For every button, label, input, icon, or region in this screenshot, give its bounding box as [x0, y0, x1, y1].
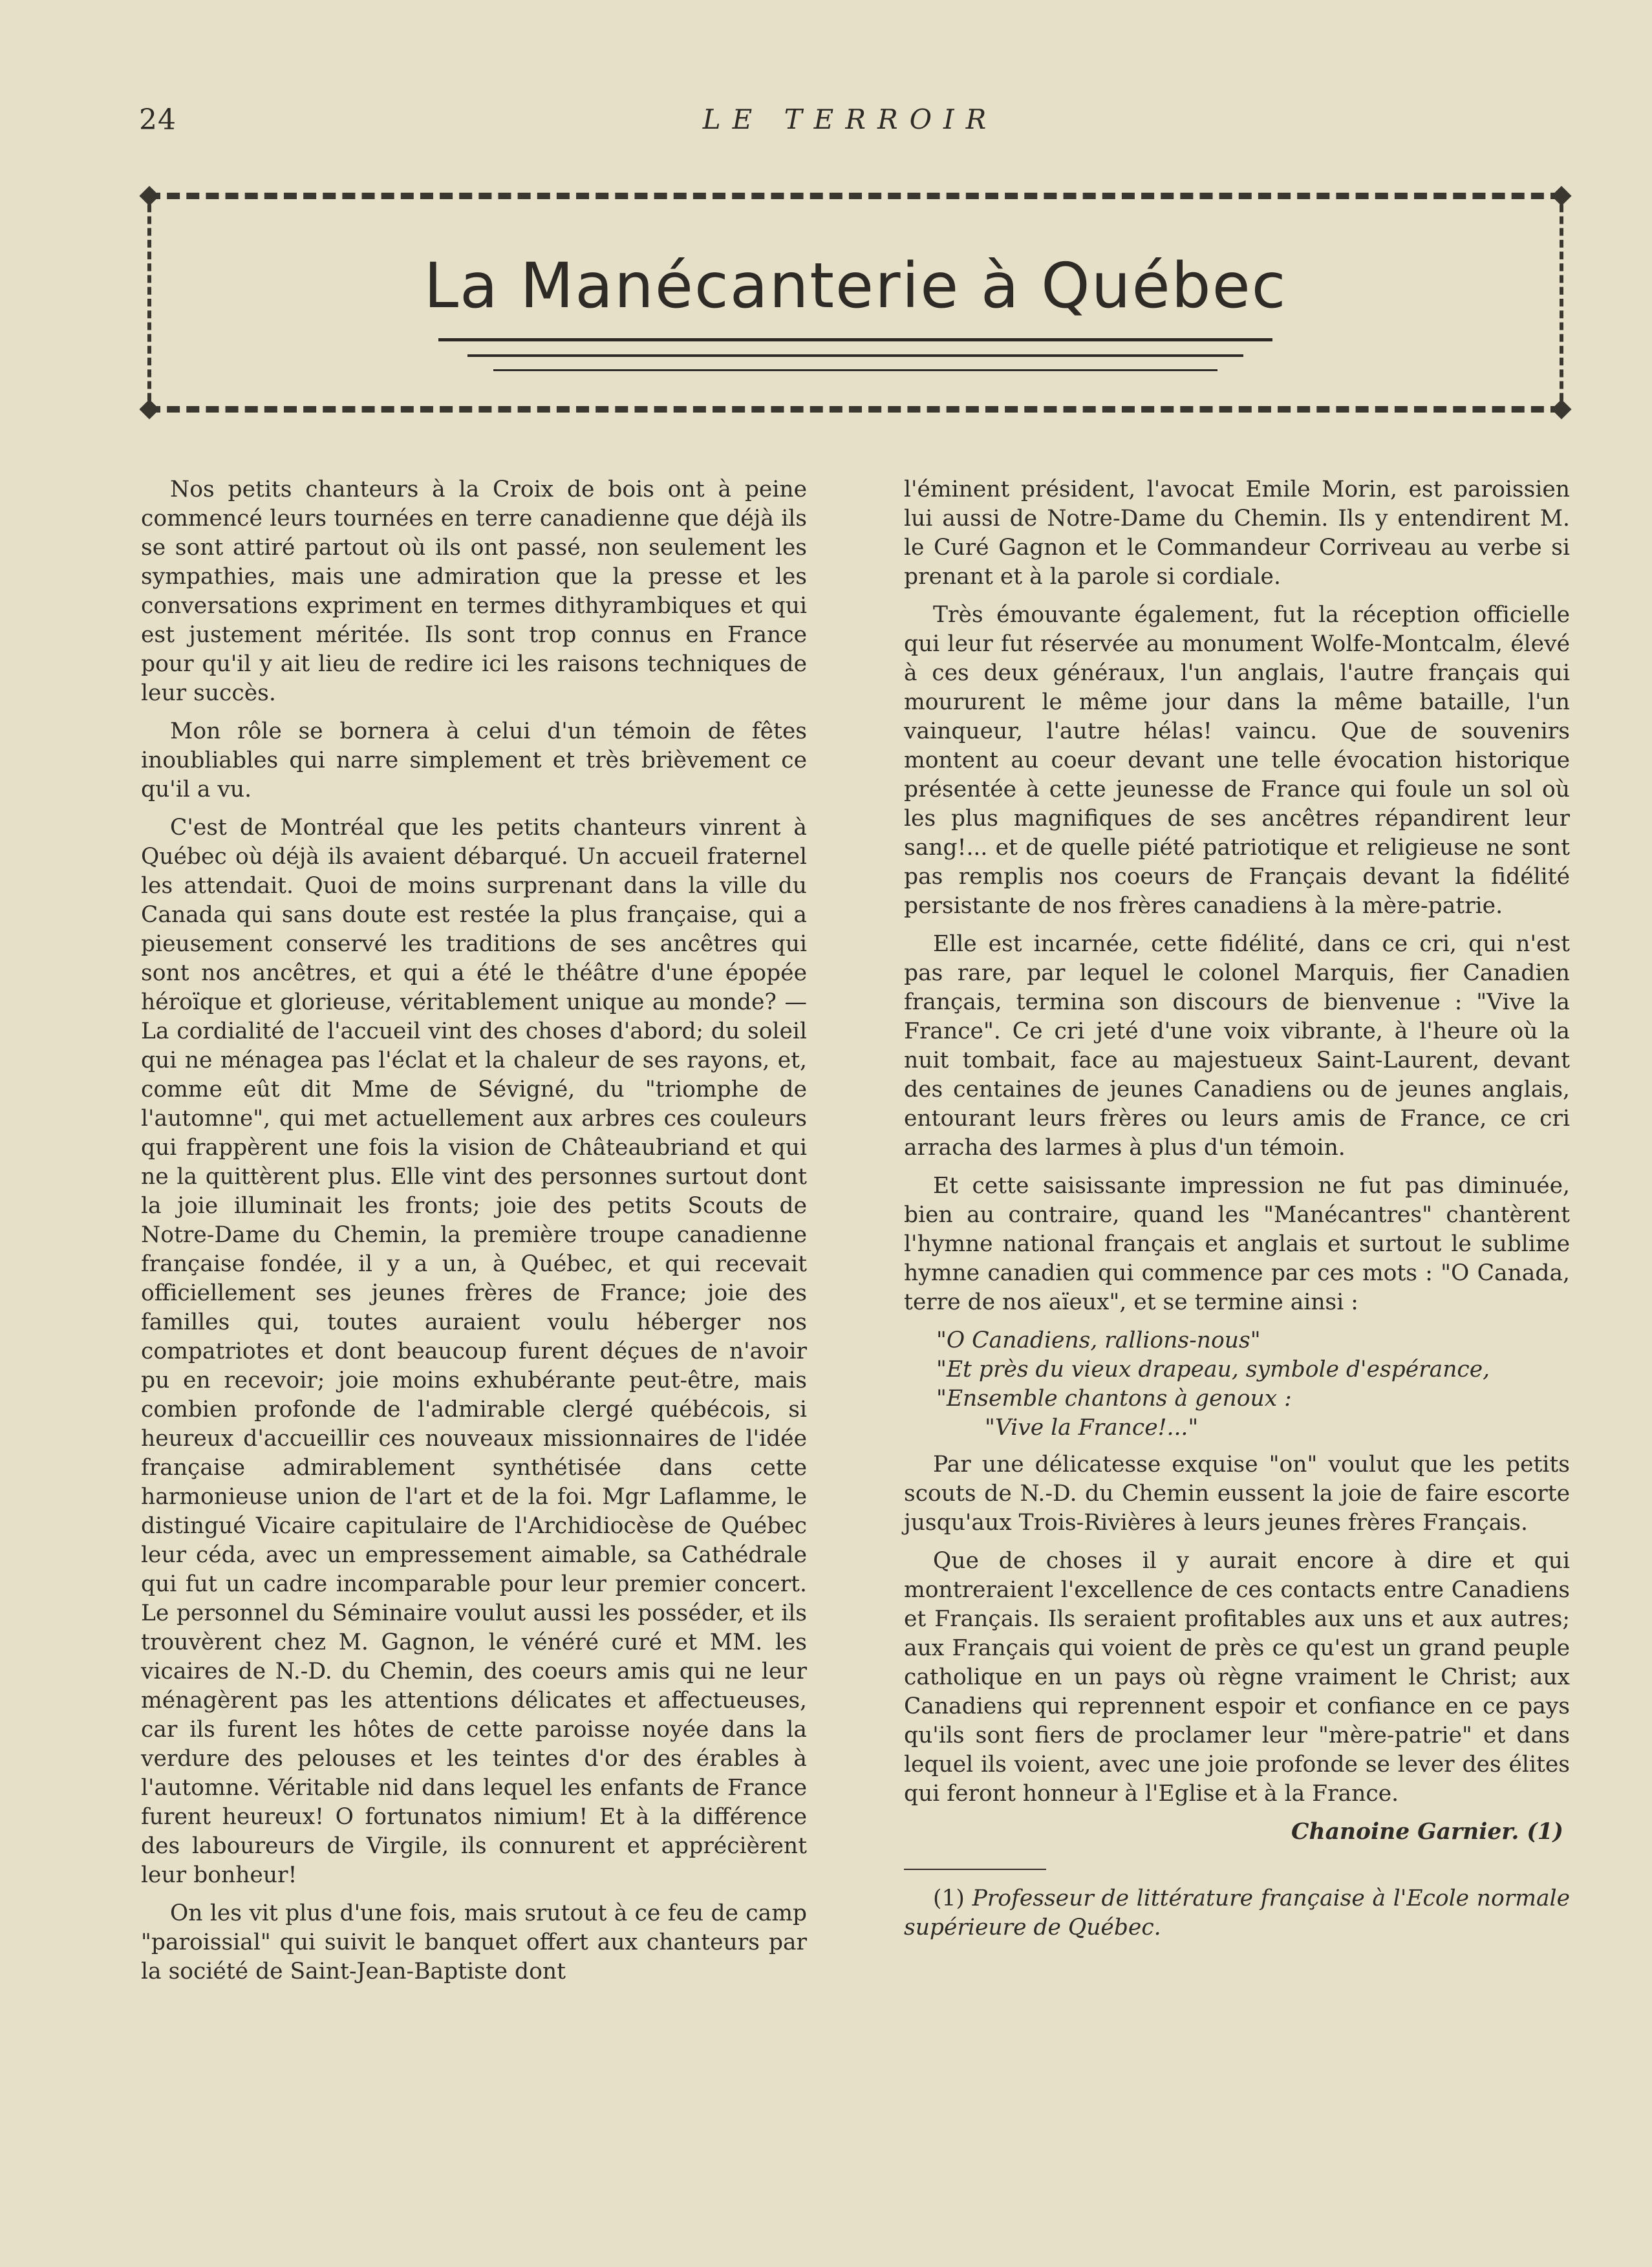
paragraph: Nos petits chanteurs à la Croix de bois ont à peine commencé leurs tournées en terre canadienne que déjà ils se sont attiré partout où ils ont passé, non seulement les sympathies, mais une admiration que la presse et les conversations expriment en termes dithyrambiques et qui est justement méritée. Ils sont trop connus en France pour qu'il y ait lieu de redire ici les raisons techniques de leur succès.	[141, 477, 807, 706]
title-rule	[467, 354, 1243, 357]
title-rule	[438, 338, 1272, 341]
left-column	[141, 475, 807, 1995]
anthem-quote	[904, 1326, 1570, 1443]
right-column	[904, 475, 1570, 1951]
footnote	[904, 1884, 1570, 1942]
footnote-rule	[904, 1869, 1046, 1870]
paragraph-continued: l'éminent président, l'avocat Emile Morin, est paroissien lui aussi de Notre-Dame du Chemin. Ils y entendirent M. le Curé Gagnon et le Commandeur Corriveau au verbe si prenant et à la parole si cordiale.	[904, 477, 1570, 590]
quote-line: "O Canadiens, rallions-nous"	[936, 1327, 1261, 1353]
title-rule	[493, 369, 1218, 371]
quote-line: "Vive la France!..."	[985, 1415, 1199, 1441]
ornament-corner-icon	[1551, 399, 1571, 419]
paragraph: On les vit plus d'une fois, mais srutout à ce feu de camp "paroissial" qui suivit le banquet offert aux chanteurs par la société de Saint-Jean-Baptiste dont	[141, 1900, 807, 1984]
quote-line: "Et près du vieux drapeau, symbole d'espérance,	[936, 1357, 1490, 1382]
page-header	[139, 103, 1561, 142]
page-number: 24	[139, 103, 177, 136]
ornament-corner-icon	[1551, 186, 1571, 206]
paragraph: Très émouvante également, fut la réception officielle qui leur fut réservée au monument Wolfe-Montcalm, élevé à ces deux généraux, l'un anglais, l'autre français qui moururent le même jour dans la même bataille, l'un vainqueur, l'autre hélas! vaincu. Que de souvenirs montent au coeur devant une telle évocation historique présentée à cette jeunesse de France qui foule un sol où les plus magnifiques de ses ancêtres répandirent leur sang!... et de quelle piété patriotique et religieuse ne sont pas remplis nos coeurs de Français devant la fidélité persistante de nos frères canadiens à la mère-patrie.	[904, 602, 1570, 919]
paragraph: Et cette saisissante impression ne fut pas diminuée, bien au contraire, quand les "Manécantres" chantèrent l'hymne national français et anglais et surtout le sublime hymne canadien qui commence par ces mots : "O Canada, terre de nos aïeux", et se termine ainsi :	[904, 1173, 1570, 1315]
ornament-corner-icon	[139, 399, 159, 419]
paragraph: Que de choses il y aurait encore à dire et qui montreraient l'excellence de ces contacts entre Canadiens et Français. Ils seraient profitables aux uns et aux autres; aux Français qui voient de près ce qu'est un grand peuple catholique en un pays où règne vraiment le Christ; aux Canadiens qui reprennent espoir et confiance en ce pays qu'ils sont fiers de proclamer leur "mère-patrie" et dans lequel ils voient, avec une joie profonde se lever des élites qui feront honneur à l'Eglise et à la France.	[904, 1548, 1570, 1807]
running-title: LE TERROIR	[702, 103, 998, 135]
paragraph: Mon rôle se bornera à celui d'un témoin de fêtes inoubliables qui narre simplement et très brièvement ce qu'il a vu.	[141, 718, 807, 802]
ornament-corner-icon	[139, 186, 159, 206]
paragraph: Par une délicatesse exquise "on" voulut que les petits scouts de N.-D. du Chemin eussent la joie de faire escorte jusqu'aux Trois-Rivières à leurs jeunes frères Français.	[904, 1452, 1570, 1536]
paragraph: C'est de Montréal que les petits chanteurs vinrent à Québec où déjà ils avaient débarqué. Un accueil fraternel les attendait. Quoi de moins surprenant dans la ville du Canada qui sans doute est restée la plus française, qui a pieusement conservé les traditions de ses ancêtres qui sont nos ancêtres, et qui a été le théâtre d'une épopée héroïque et glorieuse, véritablement unique au monde? — La cordialité de l'accueil vint des choses d'abord; du soleil qui ne ménagea pas l'éclat et la chaleur de ses rayons, et, comme eût dit Mme de Sévigné, du "triomphe de l'automne", qui met actuellement aux arbres ces couleurs qui frappèrent une fois la vision de Châteaubriand et qui ne la quittèrent plus. Elle vint des personnes surtout dont la joie illuminait les fronts; joie des petits Scouts de Notre-Dame du Chemin, la première troupe canadienne française fondée, il y a un, à Québec, et qui recevait officiellement ses jeunes frères de France; joie des familles qui, toutes auraient voulu héberger nos compatriotes et dont beaucoup furent déçues de n'avoir pu en recevoir; joie moins exhubérante peut-être, mais combien profonde de l'admirable clergé québécois, si heureux d'accueillir ces nouveaux missionnaires de l'idée française admirablement synthétisée dans cette harmonieuse union de l'art et de la foi. Mgr Laflamme, le distingué Vicaire capitulaire de l'Archidiocèse de Québec leur céda, avec un empressement aimable, sa Cathédrale qui fut un cadre incomparable pour leur premier concert. Le personnel du Séminaire voulut aussi les posséder, et ils trouvèrent chez M. Gagnon, le vénéré curé et MM. les vicaires de N.-D. du Chemin, des coeurs amis qui ne leur ménagèrent pas les attentions délicates et affectueuses, car ils furent les hôtes de cette paroisse noyée dans la verdure des pelouses et les teintes d'or des érables à l'automne. Véritable nid dans lequel les enfants de France furent heureux! O fortunatos nimium! Et à la différence des laboureurs de Virgile, ils connurent et apprécièrent leur bonheur!	[141, 815, 807, 1888]
quote-line: "Ensemble chantons à genoux :	[936, 1386, 1292, 1412]
footnote-mark: (1)	[933, 1886, 965, 1911]
title-frame	[147, 193, 1563, 413]
author-signature: Chanoine Garnier. (1)	[1291, 1819, 1563, 1845]
paragraph: Elle est incarnée, cette fidélité, dans ce cri, qui n'est pas rare, par lequel le colonel Marquis, fier Canadien français, termina son discours de bienvenue : "Vive la France". Ce cri jeté d'une voix vibrante, à l'heure où la nuit tombait, face au majestueux Saint-Laurent, devant des centaines de jeunes Canadiens ou de jeunes anglais, entourant leurs frères ou leurs amis de France, ce cri arracha des larmes à plus d'un témoin.	[904, 931, 1570, 1161]
footnote-text: Professeur de littérature française à l'Ecole normale supérieure de Québec.	[904, 1886, 1570, 1940]
article-title: La Manécanterie à Québec	[424, 250, 1287, 322]
